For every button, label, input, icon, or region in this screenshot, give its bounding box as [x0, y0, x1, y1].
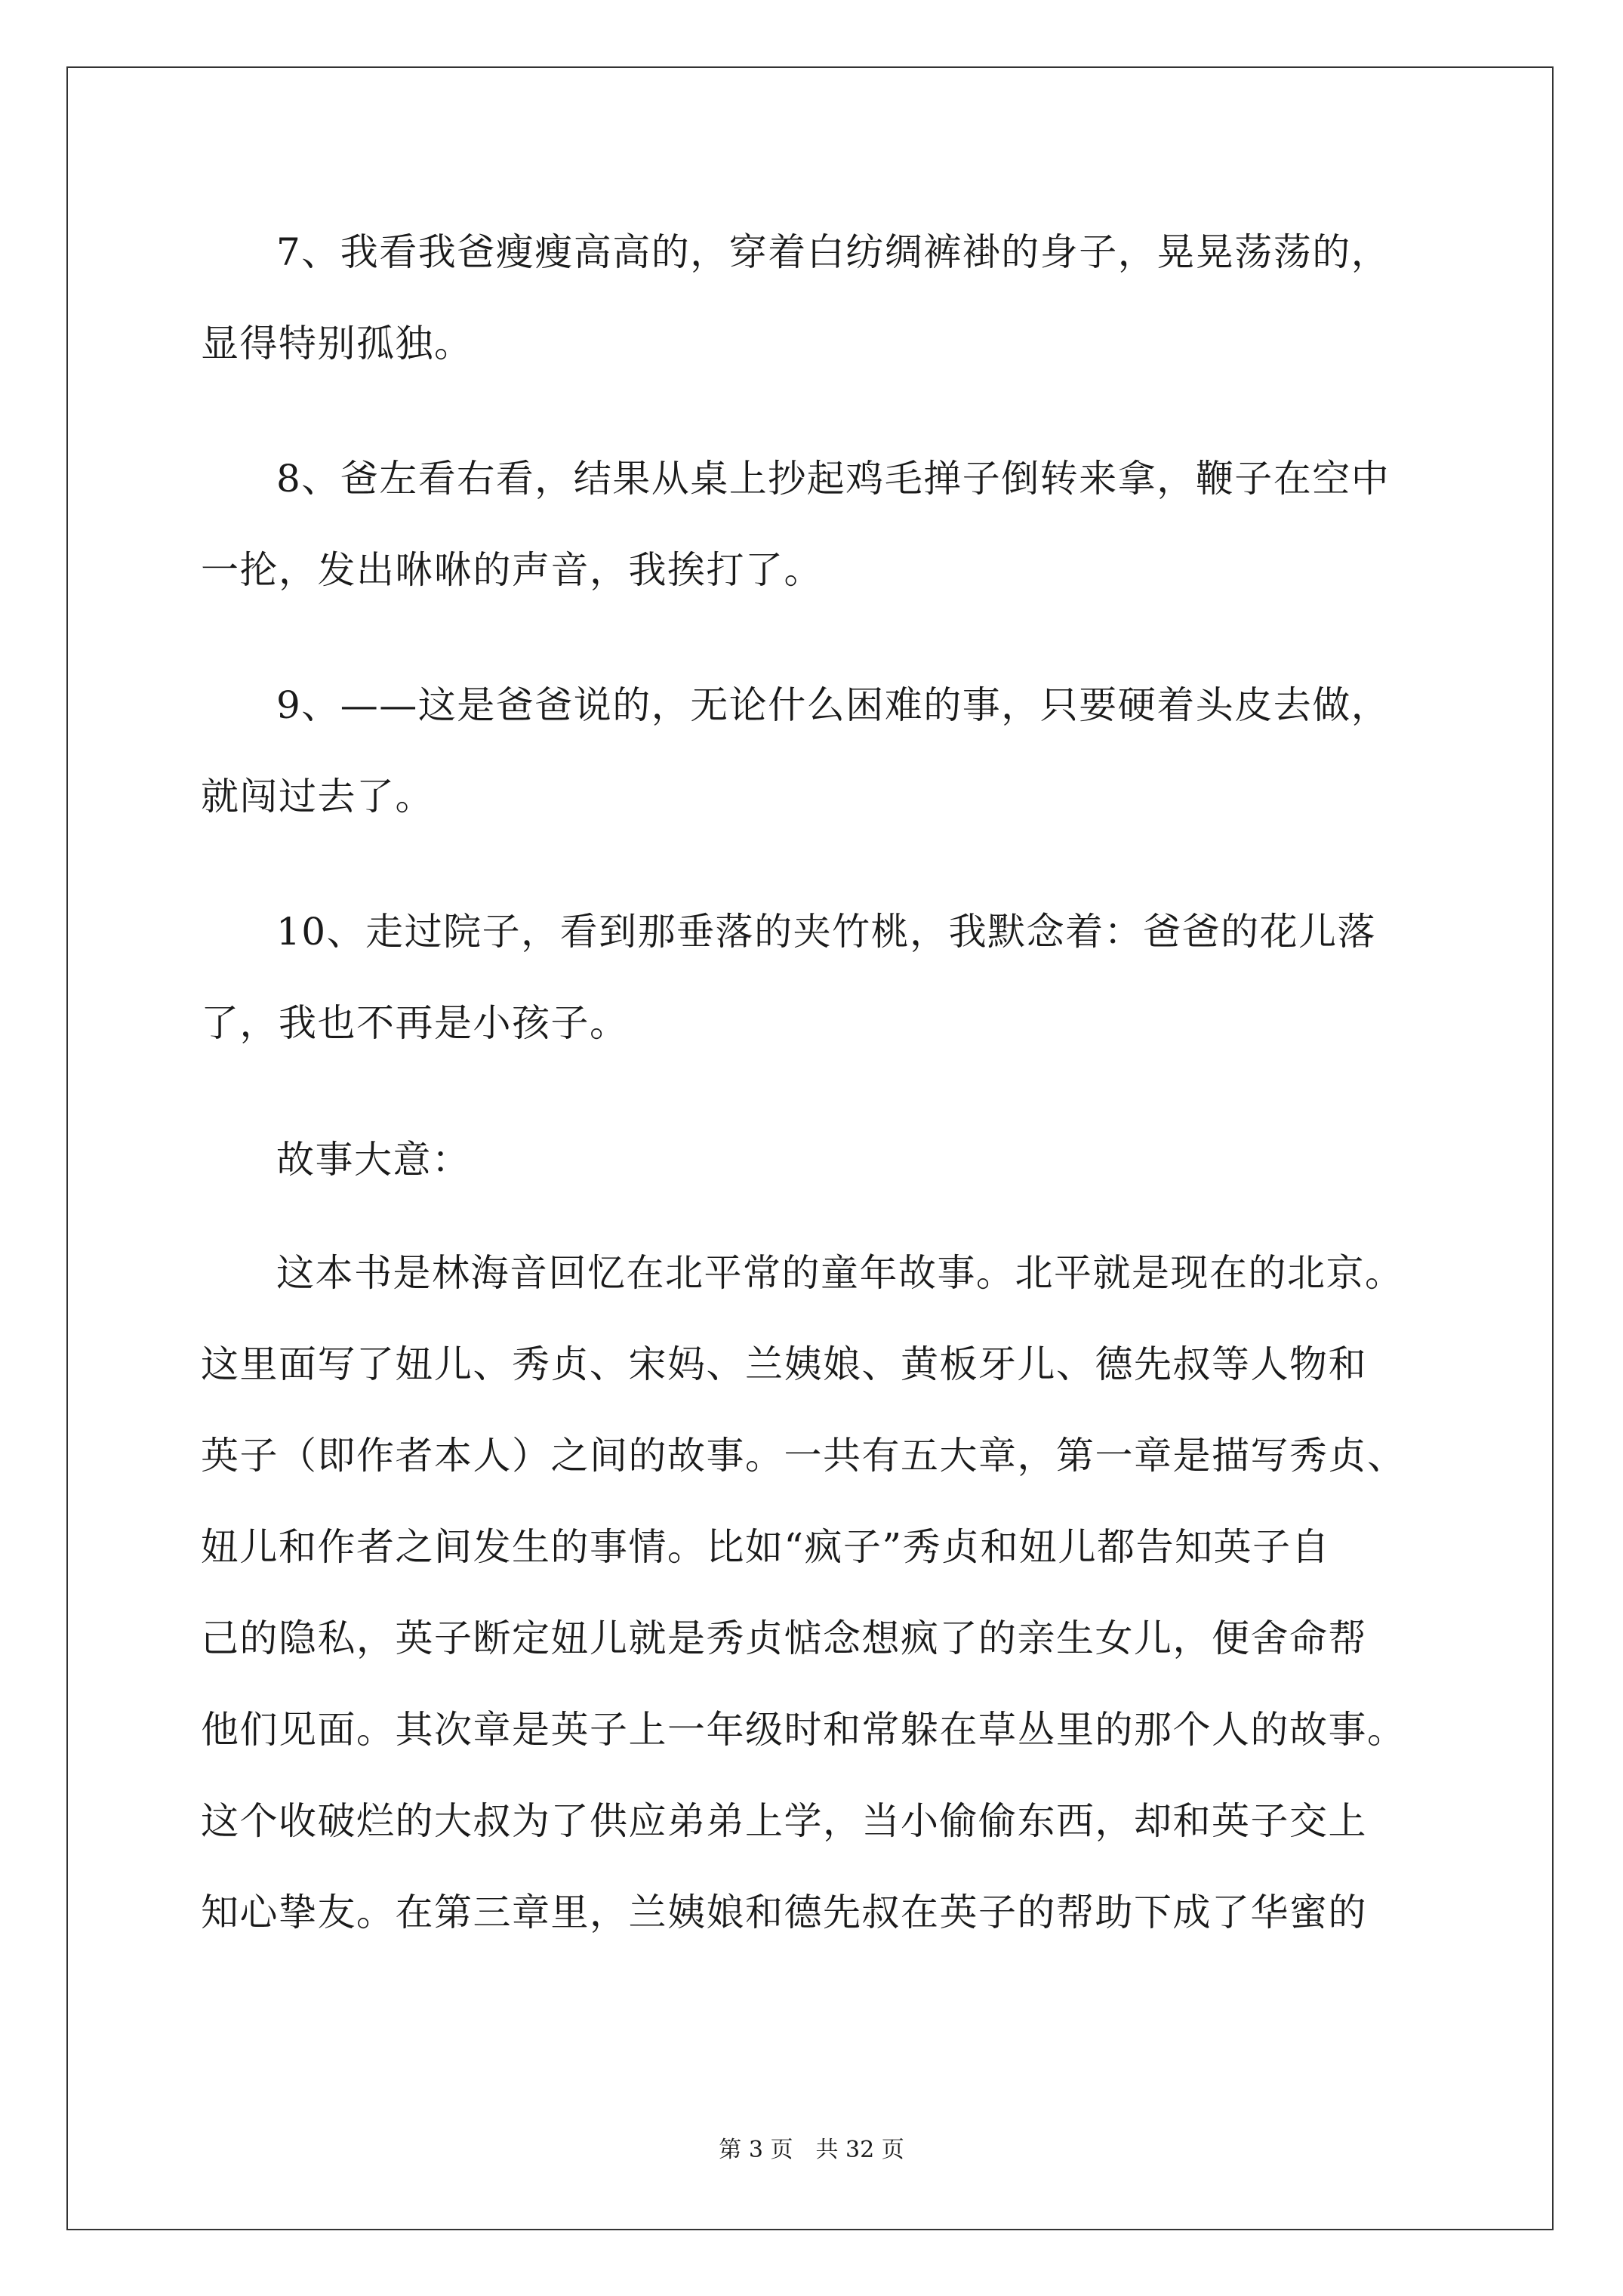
text-line: 8、爸左看右看，结果从桌上抄起鸡毛掸子倒转来拿，鞭子在空中	[276, 457, 1390, 501]
text-line: 英子（即作者本人）之间的故事。一共有五大章，第一章是描写秀贞、	[201, 1434, 1406, 1478]
paragraph-7	[201, 207, 1390, 390]
text-line: 这里面写了妞儿、秀贞、宋妈、兰姨娘、黄板牙儿、德先叔等人物和	[201, 1342, 1367, 1386]
page-number-footer: 第 3 页 共 32 页	[719, 2137, 904, 2163]
paragraph-9	[201, 660, 1390, 843]
text-line: 己的隐私，英子断定妞儿就是秀贞惦念想疯了的亲生女儿，便舍命帮	[201, 1616, 1367, 1660]
paragraph-8	[201, 433, 1390, 616]
text-line: 显得特别孤独。	[201, 322, 473, 365]
text-line: 这本书是林海音回忆在北平常的童年故事。北平就是现在的北京。	[276, 1251, 1404, 1295]
text-line: 9、——这是爸爸说的，无论什么困难的事，只要硬着头皮去做，	[276, 683, 1390, 727]
text-line: 了，我也不再是小孩子。	[201, 1001, 629, 1045]
text-line: 故事大意：	[276, 1138, 471, 1182]
paragraph-10	[201, 886, 1376, 1069]
text-line: 就闯过去了。	[201, 775, 434, 818]
text-line: 他们见面。其次章是英子上一年级时和常躲在草丛里的那个人的故事。	[201, 1708, 1406, 1752]
text-line: 10、走过院子，看到那垂落的夹竹桃，我默念着：爸爸的花儿落	[276, 910, 1377, 954]
text-line: 这个收破烂的大叔为了供应弟弟上学，当小偷偷东西，却和英子交上	[201, 1799, 1367, 1843]
text-line: 妞儿和作者之间发生的事情。比如“疯子”秀贞和妞儿都告知英子自	[201, 1525, 1331, 1569]
text-line: 一抡，发出咻咻的声音，我挨打了。	[201, 548, 823, 592]
section-heading-story-summary	[201, 1114, 471, 1206]
text-line: 知心挚友。在第三章里，兰姨娘和德先叔在英子的帮助下成了华蜜的	[201, 1891, 1367, 1934]
text-line: 7、我看我爸瘦瘦高高的，穿着白纺绸裤褂的身子，晃晃荡荡的，	[276, 230, 1390, 274]
paragraph-summary	[201, 1228, 1406, 1959]
